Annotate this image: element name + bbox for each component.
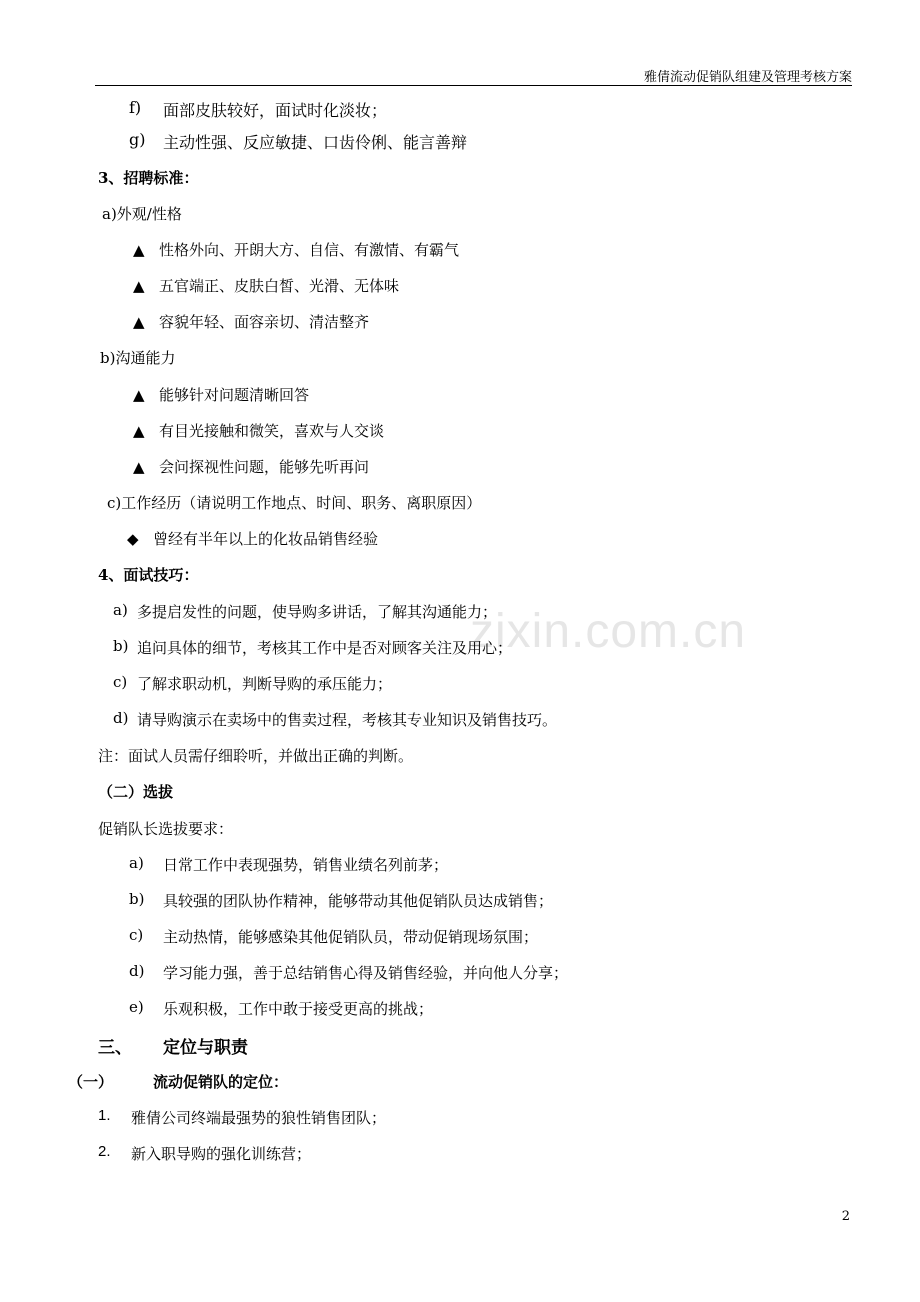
bullet-item [127,528,378,549]
page-number: 2 [841,1209,850,1224]
list-marker: a) [129,854,144,872]
list-marker: c) [113,673,128,691]
list-marker: a) [113,601,128,619]
list-marker: 1. [98,1107,111,1124]
list-marker: 2. [98,1143,111,1160]
subsection-heading: a)外观/性格 [102,205,182,223]
diamond-bullet-icon: ◆ [127,530,139,548]
list-marker: c) [129,926,144,944]
triangle-bullet-icon: ▲ [133,277,145,295]
list-item [129,98,141,117]
triangle-bullet-icon: ▲ [133,241,145,259]
watermark: zixin.com.cn [470,605,747,658]
chapter-title: 定位与职责 [163,1038,248,1058]
list-item-text: 主动热情，能够感染其他促销队员，带动促销现场氛围； [163,928,539,946]
list-marker: d) [113,709,129,727]
bullet-item [133,384,309,405]
page-header-title: 雅倩流动促销队组建及管理考核方案 [643,70,852,85]
list-marker: b) [129,890,145,908]
section-heading: 4、面试技巧： [98,566,199,584]
bullet-text: 容貌年轻、面容亲切、清洁整齐 [159,313,370,331]
list-item-text: 新入职导购的强化训练营； [131,1145,312,1163]
bullet-item [133,311,369,332]
list-item-text: 雅倩公司终端最强势的狼性销售团队； [131,1109,387,1127]
list-item-text: 日常工作中表现强势，销售业绩名列前茅； [163,856,449,874]
bullet-item [133,239,459,260]
section-heading: （二）选拔 [98,783,174,801]
note-text: 注：面试人员需仔细聆听，并做出正确的判断。 [98,747,414,765]
bullet-text: 曾经有半年以上的化妆品销售经验 [153,530,379,548]
list-item-text: 追问具体的细节，考核其工作中是否对顾客关注及用心； [137,639,513,657]
bullet-text: 会问探视性问题，能够先听再问 [159,458,370,476]
list-item-text: 学习能力强，善于总结销售心得及销售经验，并向他人分享； [163,964,569,982]
bullet-item [133,456,369,477]
list-item-text: 了解求职动机，判断导购的承压能力； [137,675,393,693]
list-item-text: 多提启发性的问题，使导购多讲话，了解其沟通能力； [137,603,498,621]
list-item-text: 乐观积极，工作中敢于接受更高的挑战； [163,1000,434,1018]
list-item-text: 具较强的团队协作精神，能够带动其他促销队员达成销售； [163,892,554,910]
list-item-text: 主动性强、反应敏捷、口齿伶俐、能言善辩 [163,133,468,152]
subsection-heading: b)沟通能力 [100,349,176,367]
bullet-text: 有目光接触和微笑，喜欢与人交谈 [159,422,385,440]
list-marker: e) [129,998,144,1016]
bullet-text: 五官端正、皮肤白皙、光滑、无体味 [159,277,400,295]
paragraph: 促销队长选拔要求： [98,820,234,838]
triangle-bullet-icon: ▲ [133,458,145,476]
list-marker: g) [129,130,146,149]
bullet-text: 性格外向、开朗大方、自信、有激情、有霸气 [159,241,460,259]
list-marker: f) [129,98,142,117]
bullet-item [133,420,384,441]
bullet-item [133,275,399,296]
subsection-heading: c)工作经历（请说明工作地点、时间、职务、离职原因） [107,494,482,512]
list-item-text: 请导购演示在卖场中的售卖过程，考核其专业知识及销售技巧。 [137,711,558,729]
list-marker: d) [129,962,145,980]
triangle-bullet-icon: ▲ [133,386,145,404]
chapter-number: 三、 [98,1038,132,1058]
section-heading: 3、招聘标准： [98,169,199,187]
bullet-text: 能够针对问题清晰回答 [159,386,310,404]
triangle-bullet-icon: ▲ [133,422,145,440]
section-number: （一） [68,1073,114,1091]
list-marker: b) [113,637,129,655]
section-title: 流动促销队的定位： [153,1073,289,1091]
triangle-bullet-icon: ▲ [133,313,145,331]
list-item-text: 面部皮肤较好，面试时化淡妆； [163,101,388,120]
